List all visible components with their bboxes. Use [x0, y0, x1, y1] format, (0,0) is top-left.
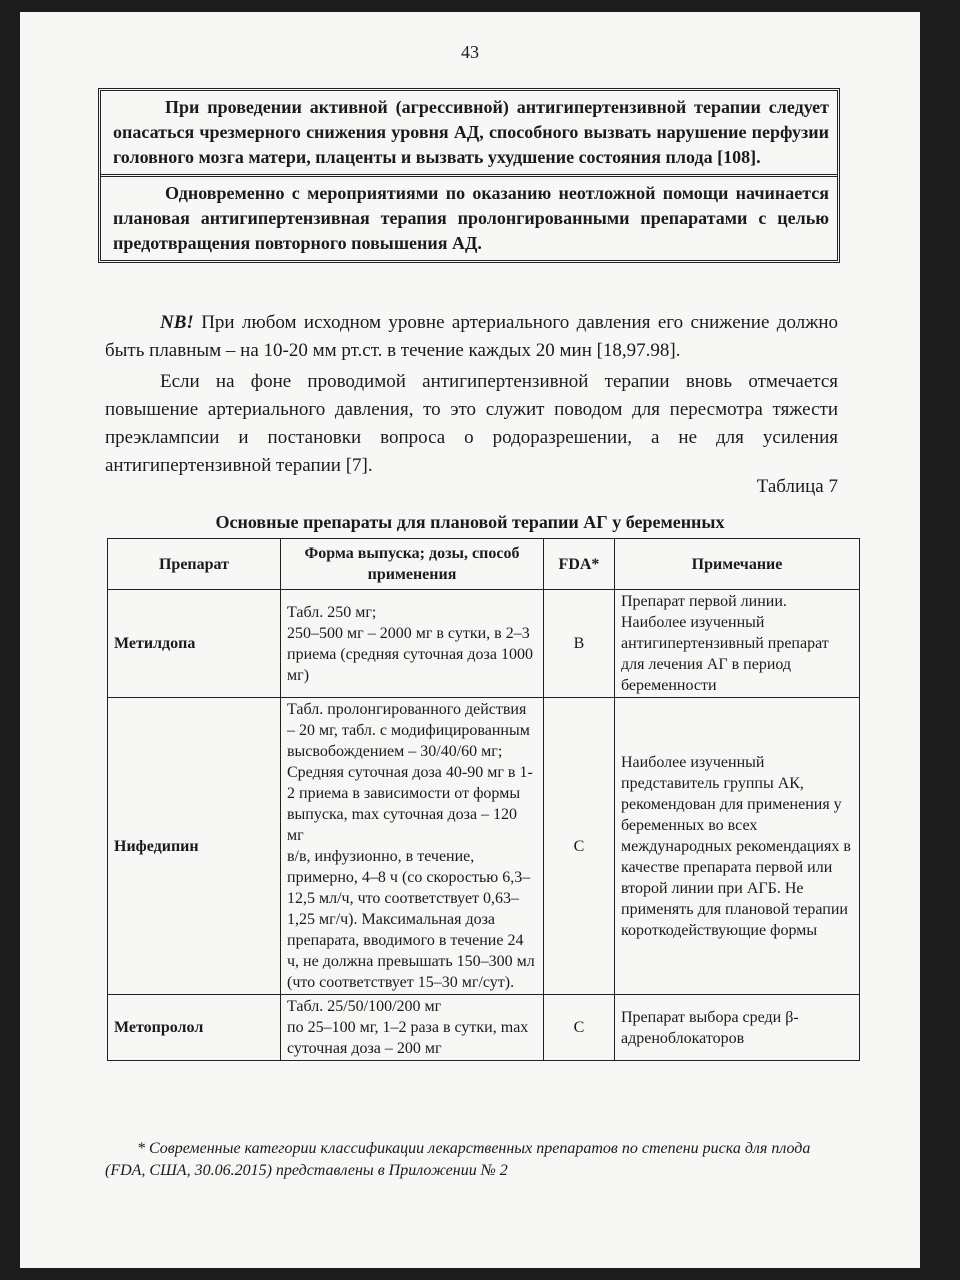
table-row [108, 995, 860, 1061]
drug-note: Препарат выбора среди β-адреноблокаторов [615, 995, 860, 1061]
table-row [108, 590, 860, 698]
drug-note: Наиболее изученный представитель группы АК, рекомендован для применения у беременных во всех международных рекомендациях в качестве препарата первой или второй линии при АГБ. Не применять для плановой терапии короткодействующие формы [615, 698, 860, 995]
page-number: 43 [461, 42, 479, 62]
drug-note: Препарат первой линии. Наиболее изученный антигипертензивный препарат для лечения АГ в период беременности [615, 590, 860, 698]
drug-fda: С [544, 995, 615, 1061]
table-label: Таблица 7 [756, 476, 838, 497]
header-note: Примечание [615, 539, 860, 590]
table-row [108, 698, 860, 995]
drug-name: Нифедипин [108, 698, 281, 995]
drug-form: Табл. 250 мг; 250–500 мг – 2000 мг в сутки, в 2–3 приема (средняя суточная доза 1000 мг) [281, 590, 544, 698]
document-page [20, 12, 920, 1268]
drug-form: Табл. пролонгированного действия – 20 мг, табл. с модифицированным высвобождением – 30/40/60 мг; Средняя суточная доза 40-90 мг в 1-2 приема в зависимости от формы выпуска, max суточная доза – 120 мг в/в, инфузионно, в течение, примерно, 4–8 ч (со скоростью 6,3–12,5 мл/ч, что соответствует 0,63–1,25 мг/ч). Максимальная доза препарата, вводимого в течение 24 ч, не должна превышать 150–300 мл (что соответствует 15–30 мг/сут). [281, 698, 544, 995]
drugs-table [107, 538, 860, 1061]
table-title: Основные препараты для плановой терапии АГ у беременных [215, 512, 725, 532]
header-drug: Препарат [108, 539, 281, 590]
nb-label: NB! [160, 312, 194, 333]
header-form: Форма выпуска; дозы, способ применения [281, 539, 544, 590]
body-paragraph: Если на фоне проводимой антигипертензивной терапии вновь отмечается повышение артериального давления, то это служит поводом для пересмотра тяжести преэклампсии и постановки вопроса о родоразрешении, а не для усиления антигипертензивной терапии [7]. [105, 371, 838, 476]
drug-fda: С [544, 698, 615, 995]
box-paragraph-1: При проведении активной (агрессивной) антигипертензивной терапии следует опасаться чрезмерного снижения уровня АД, способного вызвать нарушение перфузии головного мозга матери, плаценты и вызвать ухудшение состояния плода [108]. [113, 97, 829, 167]
drug-name: Метилдопа [108, 590, 281, 698]
footnote: * Современные категории классификации лекарственных препаратов по степени риска для плода (FDA, США, 30.06.2015) представлены в Приложении № 2 [105, 1140, 811, 1179]
box-paragraph-2: Одновременно с мероприятиями по оказанию неотложной помощи начинается плановая антигипертензивная терапия пролонгированными препаратами с целью предотвращения повторного повышения АД. [101, 174, 837, 260]
highlight-box [98, 88, 840, 263]
header-fda: FDA* [544, 539, 615, 590]
drug-name: Метопролол [108, 995, 281, 1061]
nb-paragraph [105, 309, 838, 365]
drug-fda: В [544, 590, 615, 698]
nb-text: При любом исходном уровне артериального давления его снижение должно быть плавным – на 10-20 мм рт.ст. в течение каждых 20 мин [18,97.98]. [105, 312, 838, 361]
drug-form: Табл. 25/50/100/200 мг по 25–100 мг, 1–2 раза в сутки, max суточная доза – 200 мг [281, 995, 544, 1061]
table-header-row [108, 539, 860, 590]
